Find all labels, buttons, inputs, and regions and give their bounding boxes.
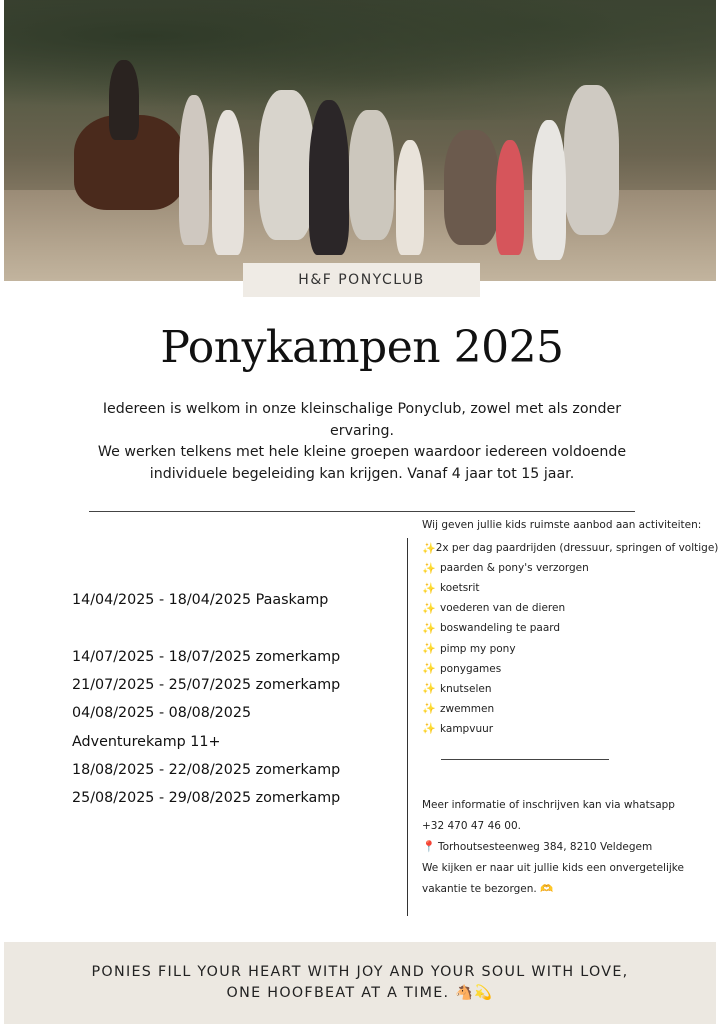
camp-date-item: 14/04/2025 - 18/04/2025 Paaskamp xyxy=(72,592,329,608)
page-title: Ponykampen 2025 xyxy=(160,322,564,373)
activity-item xyxy=(422,699,717,719)
activity-label: voederen van de dieren xyxy=(440,602,566,615)
intro-line: Iedereen is welkom in onze kleinschalige Ponyclub, zowel met als zonder xyxy=(102,401,622,417)
camp-date-item: Adventurekamp 11+ xyxy=(72,734,221,750)
sparkles-icon: ✨ xyxy=(422,561,436,575)
horse-white-1 xyxy=(259,90,314,240)
divider-small xyxy=(441,759,609,760)
child-figure xyxy=(179,95,209,245)
activity-item xyxy=(422,618,717,638)
activity-label: koetsrit xyxy=(440,582,480,595)
activity-label: knutselen xyxy=(440,682,492,695)
activity-item xyxy=(422,558,717,578)
sparkles-icon: ✨ xyxy=(422,541,436,555)
horse-pinto xyxy=(444,130,499,245)
activities-intro: Wij geven jullie kids ruimste aanbod aan activiteiten: xyxy=(422,519,702,531)
activity-item xyxy=(422,578,717,598)
map-pin-icon: 📍 xyxy=(422,840,436,853)
child-figure xyxy=(496,140,524,255)
sparkles-icon: ✨ xyxy=(422,682,436,696)
activity-label: 2x per dag paardrijden (dressuur, springen of voltige) xyxy=(435,542,719,555)
child-figure xyxy=(309,100,349,255)
intro-line: We werken telkens met hele kleine groepen waardoor iedereen voldoende xyxy=(97,444,627,460)
activity-label: boswandeling te paard xyxy=(440,622,561,635)
horse-white-3 xyxy=(564,85,619,235)
contact-info xyxy=(422,794,717,899)
activity-label: zwemmen xyxy=(440,702,495,715)
footer-line: ONE HOOFBEAT AT A TIME. 🐴💫 xyxy=(226,985,494,1001)
sparkles-icon: ✨ xyxy=(422,642,436,656)
sparkles-icon: ✨ xyxy=(422,722,436,736)
sparkles-icon: ✨ xyxy=(422,702,436,716)
child-figure xyxy=(532,120,566,260)
contact-line: vakantie te bezorgen. 🫶 xyxy=(422,883,554,895)
activity-item xyxy=(422,679,717,699)
footer-line: PONIES FILL YOUR HEART WITH JOY AND YOUR SOUL WITH LOVE, xyxy=(91,964,629,980)
camp-date-item: 21/07/2025 - 25/07/2025 zomerkamp xyxy=(72,677,341,693)
child-figure xyxy=(212,110,244,255)
activity-item xyxy=(422,638,717,658)
vertical-divider xyxy=(407,538,408,916)
child-figure xyxy=(396,140,424,255)
activity-label: ponygames xyxy=(440,662,502,675)
intro-line: individuele begeleiding kan krijgen. Vanaf 4 jaar tot 15 jaar. xyxy=(149,465,575,482)
activity-item xyxy=(422,719,717,739)
activity-item xyxy=(422,598,717,618)
club-name-label: H&F PONYCLUB xyxy=(243,263,480,297)
camp-date-item: 25/08/2025 - 29/08/2025 zomerkamp xyxy=(72,790,341,806)
activity-item xyxy=(422,538,717,558)
camp-date-item: 18/08/2025 - 22/08/2025 zomerkamp xyxy=(72,762,341,778)
activity-item xyxy=(422,659,717,679)
activity-label: paarden & pony's verzorgen xyxy=(440,562,589,575)
activity-label: kampvuur xyxy=(440,722,494,735)
divider xyxy=(89,511,635,512)
activities-list xyxy=(422,538,717,739)
child-figure xyxy=(109,60,139,140)
sparkles-icon: ✨ xyxy=(422,601,436,615)
footer-quote xyxy=(4,942,716,1024)
sparkles-icon: ✨ xyxy=(422,621,436,635)
activity-label: pimp my pony xyxy=(440,642,516,655)
intro-text xyxy=(88,399,636,485)
camp-date-item: 14/07/2025 - 18/07/2025 zomerkamp xyxy=(72,649,341,665)
header-photo xyxy=(4,0,716,281)
horse-white-2 xyxy=(349,110,394,240)
contact-line: We kijken er naar uit jullie kids een onvergetelijke xyxy=(422,861,684,874)
contact-line: Meer informatie of inschrijven kan via whatsapp xyxy=(422,798,675,811)
sparkles-icon: ✨ xyxy=(422,662,436,676)
sparkles-icon: ✨ xyxy=(422,581,436,595)
address-text: Torhoutsesteenweg 384, 8210 Veldegem xyxy=(438,840,653,853)
camp-date-item: 04/08/2025 - 08/08/2025 xyxy=(72,705,252,721)
intro-line: ervaring. xyxy=(330,422,394,439)
phone-number[interactable]: +32 470 47 46 00. xyxy=(422,819,521,832)
address-line xyxy=(422,836,717,857)
